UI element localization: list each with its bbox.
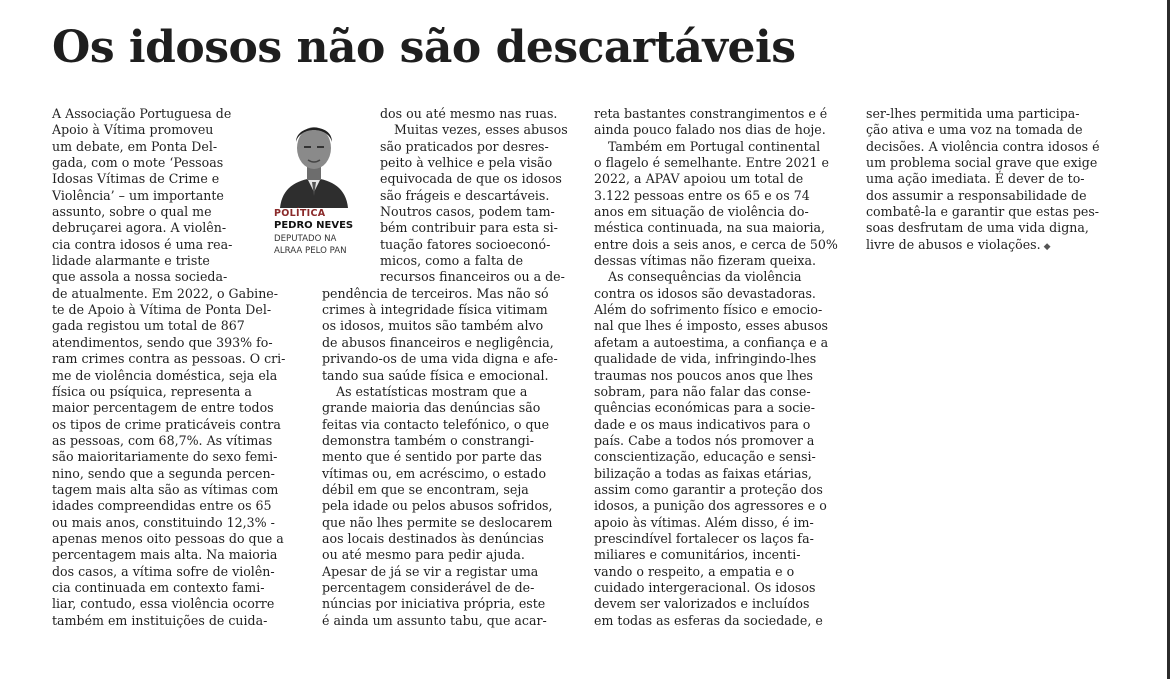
text-line: ser-lhes permitida uma participa- xyxy=(866,106,1080,121)
author-role-line: ALRAA PELO PAN xyxy=(274,245,347,256)
text-line: dos assumir a responsabilidade de xyxy=(866,187,1087,203)
text-line: reta bastantes constrangimentos e é xyxy=(594,106,828,121)
text-line: As estatísticas mostram que a xyxy=(336,383,528,399)
author-name: PEDRO NEVES xyxy=(274,220,354,231)
text-line: mento que é sentido por parte das xyxy=(322,449,542,465)
text-line: dade e os maus indicativos para o xyxy=(594,416,811,432)
text-line: Noutros casos, podem tam- xyxy=(380,204,555,220)
text-line: cuidado intergeracional. Os idosos xyxy=(594,579,816,595)
text-line: sobram, para não falar das conse- xyxy=(594,383,811,399)
text-line: te de Apoio à Vítima de Ponta Del- xyxy=(52,302,272,318)
text-line: liar, contudo, essa violência ocorre xyxy=(52,596,275,612)
article-column-3 xyxy=(594,106,848,629)
text-line: os tipos de crime praticáveis contra xyxy=(52,416,281,432)
text-line: gada registou um total de 867 xyxy=(52,318,245,334)
text-line: micos, como a falta de xyxy=(380,253,524,269)
author-role-line: DEPUTADO NA xyxy=(274,234,337,244)
text-line: atendimentos, sendo que 393% fo- xyxy=(52,334,273,350)
text-line: tagem mais alta são as vítimas com xyxy=(52,481,279,497)
text-line: vítimas ou, em acréscimo, o estado xyxy=(322,465,547,481)
text-line: tando sua saúde física e emocional. xyxy=(322,367,549,383)
text-line: nino, sendo que a segunda percen- xyxy=(52,465,275,481)
text-line: maior percentagem de entre todos xyxy=(52,400,274,416)
text-line: são frágeis e descartáveis. xyxy=(380,187,550,203)
text-line: vando o respeito, a empatia e o xyxy=(594,563,795,579)
text-line: ram crimes contra as pessoas. O cri- xyxy=(52,351,286,367)
text-line: percentagem considerável de de- xyxy=(322,579,535,595)
text-line: ainda pouco falado nos dias de hoje. xyxy=(594,122,826,138)
text-line: Também em Portugal continental xyxy=(608,138,821,154)
text-line: grande maioria das denúncias são xyxy=(322,400,541,416)
text-line: miliares e comunitários, incenti- xyxy=(594,547,801,563)
text-line: crimes à integridade física vitimam xyxy=(322,302,548,318)
text-line: ou mais anos, constituindo 12,3% - xyxy=(52,514,275,530)
text-line: Idosas Vítimas de Crime e xyxy=(52,171,220,187)
text-line: as pessoas, com 68,7%. As vítimas xyxy=(52,432,273,448)
text-line: Muitas vezes, esses abusos xyxy=(394,122,568,138)
text-line: prescindível fortalecer os laços fa- xyxy=(594,530,814,546)
end-of-article-icon: ◆ xyxy=(1043,241,1051,252)
text-line: idosos, a punição dos agressores e o xyxy=(594,498,827,514)
text-line: que não lhes permite se deslocarem xyxy=(322,514,553,530)
text-line: Além do sofrimento físico e emocio- xyxy=(594,302,823,318)
text-line: apenas menos oito pessoas do que a xyxy=(52,530,284,546)
text-line: ou até mesmo para pedir ajuda. xyxy=(322,547,525,563)
text-line: afetam a autoestima, a confiança e a xyxy=(594,334,829,350)
section-tag: POLÍTICA xyxy=(274,208,326,219)
text-line: pendência de terceiros. Mas não só xyxy=(322,285,549,301)
text-line: soas desfrutam de uma vida digna, xyxy=(866,220,1089,236)
text-line: aos locais destinados às denúncias xyxy=(322,530,544,546)
text-line: As consequências da violência xyxy=(608,269,802,285)
text-line: que assola a nossa socieda- xyxy=(52,269,228,285)
text-line: demonstra também o constrangi- xyxy=(322,432,535,448)
text-line: Apesar de já se vir a registar uma xyxy=(322,563,539,579)
text-line: o flagelo é semelhante. Entre 2021 e xyxy=(594,155,830,171)
text-line: feitas via contacto telefónico, o que xyxy=(322,416,550,432)
text-line: traumas nos poucos anos que lhes xyxy=(594,367,813,383)
text-line: pela idade ou pelos abusos sofridos, xyxy=(322,498,553,514)
text-line: me de violência doméstica, seja ela xyxy=(52,367,278,383)
text-line: cia continuada em contexto fami- xyxy=(52,579,265,595)
text-line: uma ação imediata. É dever de to- xyxy=(866,171,1085,187)
text-line: livre de abusos e violações. xyxy=(866,236,1041,252)
article-column-2 xyxy=(322,106,568,629)
text-line: em todas as esferas da sociedade, e xyxy=(594,612,823,628)
text-line: apoio às vítimas. Além disso, é im- xyxy=(594,514,814,530)
text-line: conscientização, educação e sensi- xyxy=(594,449,816,465)
text-line: 2022, a APAV apoiou um total de xyxy=(594,171,804,187)
text-line: dos ou até mesmo nas ruas. xyxy=(380,106,558,121)
text-line: decisões. A violência contra idosos é xyxy=(866,138,1100,154)
text-line: lidade alarmante e triste xyxy=(52,253,210,269)
text-line: núncias por iniciativa própria, este xyxy=(322,596,546,612)
text-line: um debate, em Ponta Del- xyxy=(52,138,218,154)
text-line: privando-os de uma vida digna e afe- xyxy=(322,351,558,367)
text-line: contra os idosos são devastadoras. xyxy=(594,285,816,301)
text-line: um problema social grave que exige xyxy=(866,155,1098,171)
text-line: são maioritariamente do sexo femi- xyxy=(52,449,278,465)
text-line: idades compreendidas entre os 65 xyxy=(52,498,272,514)
text-line: percentagem mais alta. Na maioria xyxy=(52,547,278,563)
article-column-1 xyxy=(52,106,322,629)
text-line: Apoio à Vítima promoveu xyxy=(52,122,214,138)
text-line: bém contribuir para esta si- xyxy=(380,220,558,236)
text-line: entre dois a seis anos, e cerca de 50% xyxy=(594,236,838,252)
text-line: de atualmente. Em 2022, o Gabine- xyxy=(52,285,279,301)
text-line: nal que lhes é imposto, esses abusos xyxy=(594,318,829,334)
text-line: 3.122 pessoas entre os 65 e os 74 xyxy=(594,187,810,203)
text-line: país. Cabe a todos nós promover a xyxy=(594,432,815,448)
text-line: Violência’ – um importante xyxy=(52,187,224,203)
text-line: debruçarei agora. A violên- xyxy=(52,220,227,236)
text-line-final xyxy=(866,237,1122,255)
text-line: méstica continuada, na sua maioria, xyxy=(594,220,825,236)
text-line: quências económicas para a socie- xyxy=(594,400,816,416)
text-line: assunto, sobre o qual me xyxy=(52,204,212,220)
text-line: equivocada de que os idosos xyxy=(380,171,562,187)
text-line: dessas vítimas não fizeram queixa. xyxy=(594,253,816,269)
text-line: combatê-la e garantir que estas pes- xyxy=(866,204,1100,220)
text-line: assim como garantir a proteção dos xyxy=(594,481,823,497)
text-line: tuação fatores socioeconó- xyxy=(380,236,551,252)
text-line: dos casos, a vítima sofre de violên- xyxy=(52,563,275,579)
text-line: os idosos, muitos são também alvo xyxy=(322,318,544,334)
text-line: peito à velhice e pela visão xyxy=(380,155,553,171)
article-title: Os idosos não são descartáveis xyxy=(52,22,796,73)
text-line: recursos financeiros ou a de- xyxy=(380,269,565,285)
text-line: qualidade de vida, infringindo-lhes xyxy=(594,351,817,367)
text-line: cia contra idosos é uma rea- xyxy=(52,236,233,252)
text-line: de abusos financeiros e negligência, xyxy=(322,334,554,350)
text-line: gada, com o mote ‘Pessoas xyxy=(52,155,224,171)
text-line: são praticados por desres- xyxy=(380,138,549,154)
text-line: também em instituições de cuida- xyxy=(52,612,268,628)
text-line: A Associação Portuguesa de xyxy=(52,106,232,121)
text-line: física ou psíquica, representa a xyxy=(52,383,252,399)
text-line: é ainda um assunto tabu, que acar- xyxy=(322,612,547,628)
text-line: ção ativa e uma voz na tomada de xyxy=(866,122,1083,138)
text-line: anos em situação de violência do- xyxy=(594,204,809,220)
text-line: devem ser valorizados e incluídos xyxy=(594,596,810,612)
text-line: bilização a todas as faixas etárias, xyxy=(594,465,812,481)
article-column-4 xyxy=(866,106,1122,255)
text-line: débil em que se encontram, seja xyxy=(322,481,529,497)
